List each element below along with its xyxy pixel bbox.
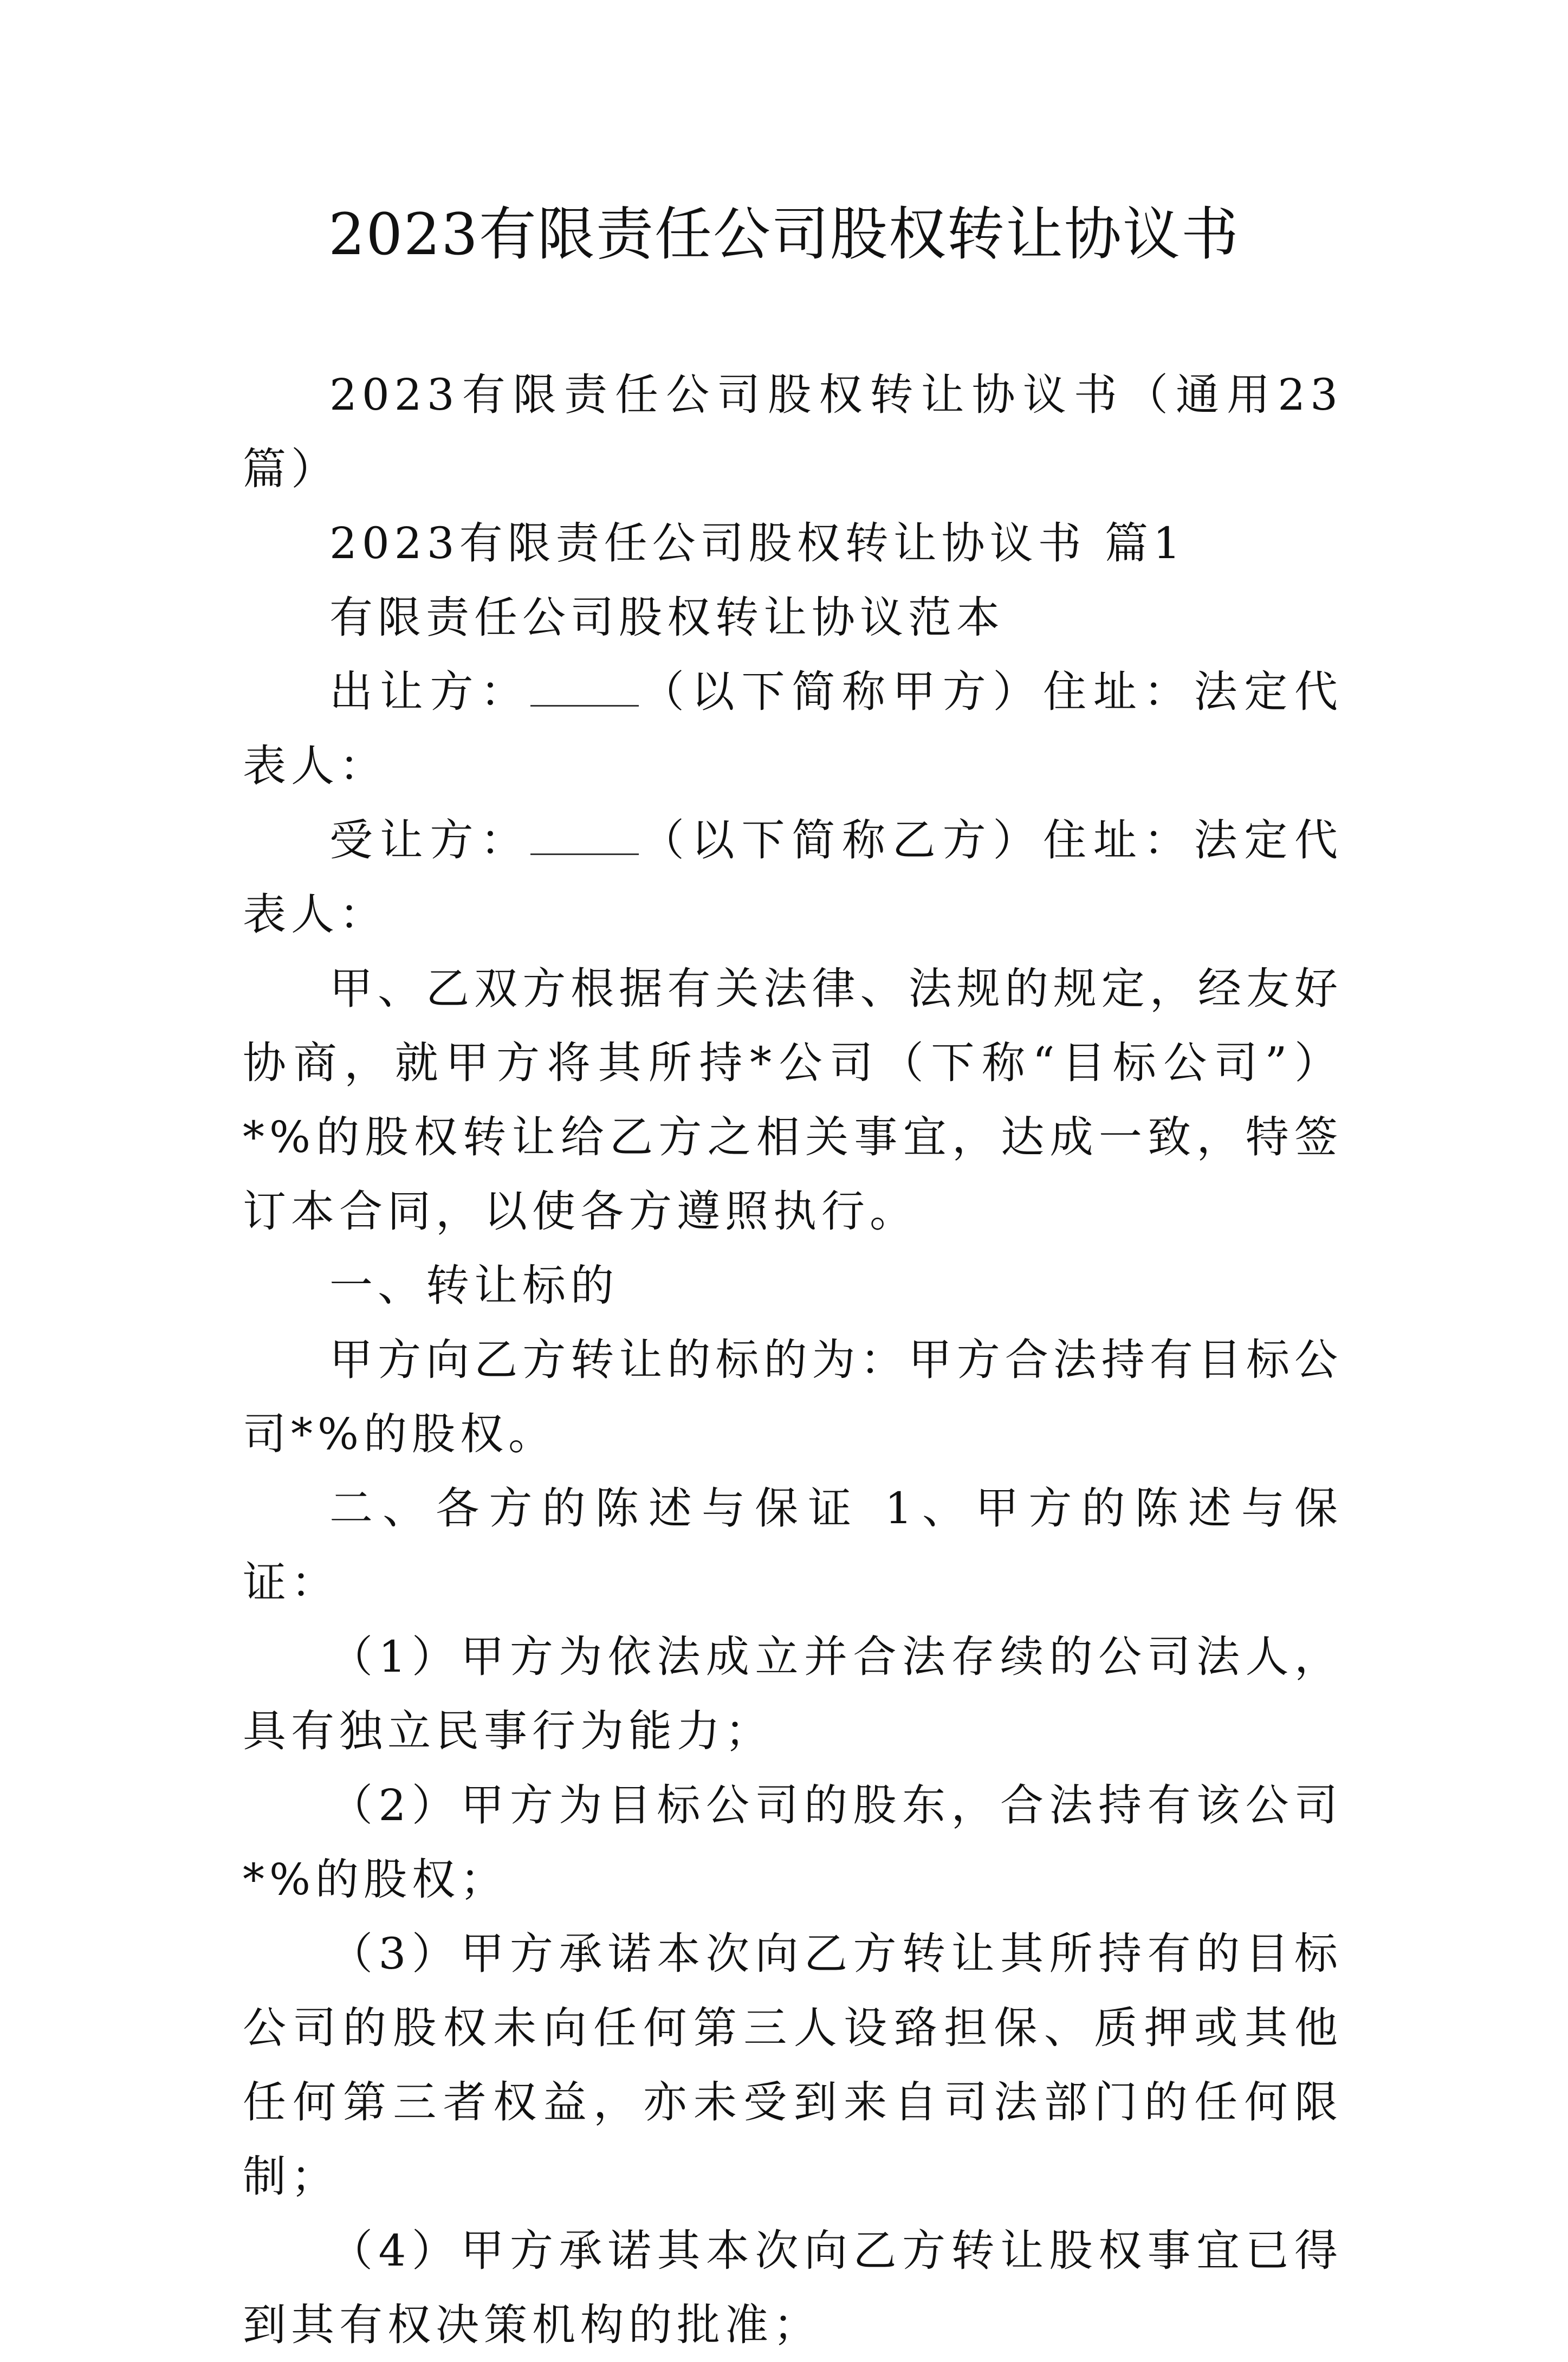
section-1-body: 甲方向乙方转让的标的为：甲方合法持有目标公司*%的股权。 xyxy=(243,1335,1343,1459)
transferor-label: 出让方： xyxy=(329,666,531,717)
part-heading: 2023有限责任公司股权转让协议书 篇1 xyxy=(329,518,1185,568)
clause-item-3: （3）甲方承诺本次向乙方转让其所持有的目标公司的股权未向任何第三人设臵担保、质押或其他任何第三者权益，亦未受到来自司法部门的任何限制； xyxy=(243,1929,1343,2202)
transferee-blank xyxy=(530,820,639,855)
document-body xyxy=(243,358,1343,2362)
transferor-line xyxy=(243,655,1343,803)
section-heading-2: 二、各方的陈述与保证 1、甲方的陈述与保证： xyxy=(243,1483,1343,1608)
transferee-rest: （以下简称乙方）住址：法定代表人： xyxy=(243,815,1343,940)
clause-item-4: （4）甲方承诺其本次向乙方转让股权事宜已得到其有权决策机构的批准； xyxy=(243,2225,1343,2350)
clause-item-2: （2）甲方为目标公司的股东，合法持有该公司*%的股权； xyxy=(243,1780,1343,1905)
transferor-rest: （以下简称甲方）住址：法定代表人： xyxy=(243,666,1343,791)
transferee-line xyxy=(243,803,1343,952)
transferee-label: 受让方： xyxy=(329,815,531,865)
subtitle-line: 2023有限责任公司股权转让协议书（通用23篇） xyxy=(243,370,1343,494)
transferor-blank xyxy=(530,671,639,707)
intro-paragraph: 甲、乙双方根据有关法律、法规的规定，经友好协商，就甲方将其所持*公司（下称“目标公司”）*%的股权转让给乙方之相关事宜，达成一致，特签订本合同，以使各方遵照执行。 xyxy=(243,963,1343,1237)
document-title: 2023有限责任公司股权转让协议书 xyxy=(328,201,1240,268)
section-heading-1: 一、转让标的 xyxy=(329,1260,619,1311)
template-heading: 有限责任公司股权转让协议范本 xyxy=(329,592,1005,643)
clause-item-1: （1）甲方为依法成立并合法存续的公司法人，具有独立民事行为能力； xyxy=(243,1632,1343,1756)
